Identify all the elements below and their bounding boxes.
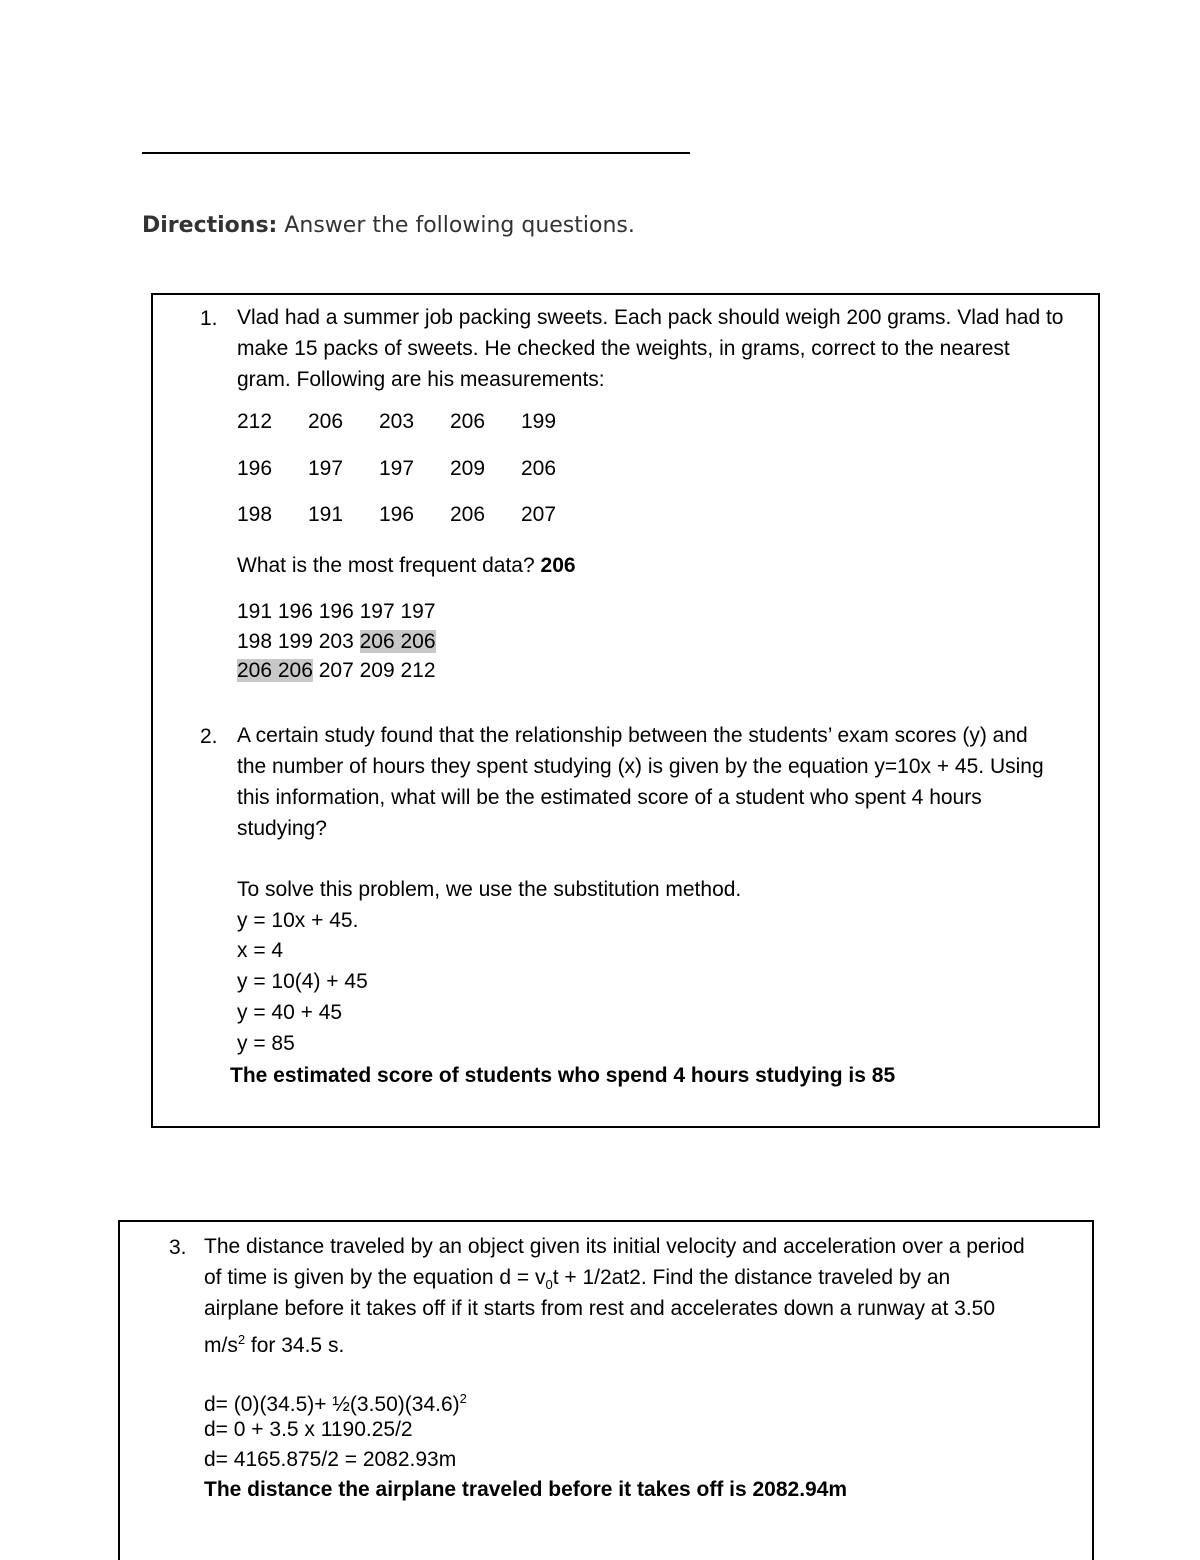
- q2-line3: this information, what will be the estimated score of a student who spent 4 hours: [237, 786, 982, 809]
- q2-step: y = 10(4) + 45: [237, 970, 368, 993]
- q3-number: 3.: [169, 1236, 187, 1259]
- table-row: [237, 503, 592, 550]
- directions: [142, 213, 635, 238]
- q3-line3: airplane before it takes off if it starts from rest and accelerates down a runway at 3.50: [204, 1297, 996, 1320]
- table-cell: 197: [308, 456, 344, 480]
- superscript: 2: [459, 1391, 467, 1406]
- table-cell: 199: [521, 410, 557, 433]
- table-cell: 209: [450, 456, 486, 480]
- q2-step: y = 40 + 45: [237, 1001, 343, 1024]
- subscript: 0: [545, 1277, 553, 1293]
- q1-line1: Vlad had a summer job packing sweets. Each pack should weigh 200 grams. Vlad had to: [237, 306, 1064, 329]
- table-cell: 207: [521, 503, 557, 526]
- q2-step: y = 10x + 45.: [237, 909, 359, 932]
- mode-highlight: 206 206: [359, 630, 436, 653]
- table-cell: 196: [379, 503, 415, 526]
- q3-line4: [204, 1325, 344, 1361]
- table-cell: 191: [308, 503, 344, 526]
- mode-highlight: 206 206: [237, 659, 313, 682]
- sorted-text: 207 209 212: [312, 659, 436, 682]
- table-cell: 198: [237, 503, 273, 526]
- table-cell: 196: [237, 456, 273, 480]
- directions-label: Directions:: [142, 213, 278, 238]
- table-cell: 206: [308, 410, 344, 433]
- q3-conclusion: The distance the airplane traveled before it takes off is 2082.94m: [204, 1478, 848, 1501]
- name-line: [142, 152, 690, 154]
- table-cell: 206: [450, 410, 486, 433]
- table-cell: 203: [379, 410, 415, 433]
- q3-step2: d= 0 + 3.5 x 1190.25/2: [204, 1418, 413, 1441]
- q1-sorted-row1: 191 196 196 197 197: [237, 600, 436, 623]
- directions-text: Answer the following questions.: [284, 213, 635, 238]
- q1-line2: make 15 packs of sweets. He checked the weights, in grams, correct to the nearest: [237, 337, 1010, 360]
- q2-step: To solve this problem, we use the substitution method.: [237, 878, 742, 901]
- q1-answer: 206: [540, 554, 576, 577]
- superscript: 2: [237, 1332, 246, 1347]
- q1-question: What is the most frequent data?: [237, 554, 535, 577]
- sorted-text: 198 199 203: [237, 630, 360, 653]
- q2-conclusion: The estimated score of students who spend 4 hours studying is 85: [230, 1064, 896, 1087]
- q1-sorted-row2: [237, 627, 436, 657]
- table-cell: 206: [521, 456, 557, 480]
- q3-line4-text: m/s: [204, 1334, 238, 1357]
- q2-line4: studying?: [237, 817, 327, 840]
- table-row: [237, 410, 592, 457]
- q1-number: 1.: [200, 307, 218, 330]
- table-row: [237, 457, 592, 504]
- q3-line4-text: for 34.5 s.: [245, 1334, 345, 1357]
- q3-line2-text: t + 1/2at2. Find the distance traveled by an: [552, 1266, 951, 1289]
- q2-step: x = 4: [237, 939, 284, 962]
- table-cell: 212: [237, 410, 273, 433]
- table-cell: 206: [450, 503, 486, 526]
- q2-line2: the number of hours they spent studying (x) is given by the equation y=10x + 45. Using: [237, 755, 1044, 778]
- q3-step3: d= 4165.875/2 = 2082.93m: [204, 1448, 457, 1471]
- q1-question-line: [237, 551, 576, 581]
- measurements-table: [237, 410, 592, 550]
- q3-line1: The distance traveled by an object given its initial velocity and acceleration over a period: [204, 1235, 1025, 1258]
- q1-line3: gram. Following are his measurements:: [237, 368, 605, 391]
- q3-step-text: d= (0)(34.5)+ ½(3.50)(34.6): [204, 1393, 460, 1416]
- q2-number: 2.: [200, 725, 218, 748]
- q2-step: y = 85: [237, 1032, 295, 1055]
- q3-line2-text: of time is given by the equation d = v: [204, 1266, 546, 1289]
- q2-line1: A certain study found that the relationship between the students’ exam scores (y) and: [237, 724, 1028, 747]
- table-cell: 197: [379, 456, 415, 480]
- q1-sorted-row3: [237, 656, 436, 686]
